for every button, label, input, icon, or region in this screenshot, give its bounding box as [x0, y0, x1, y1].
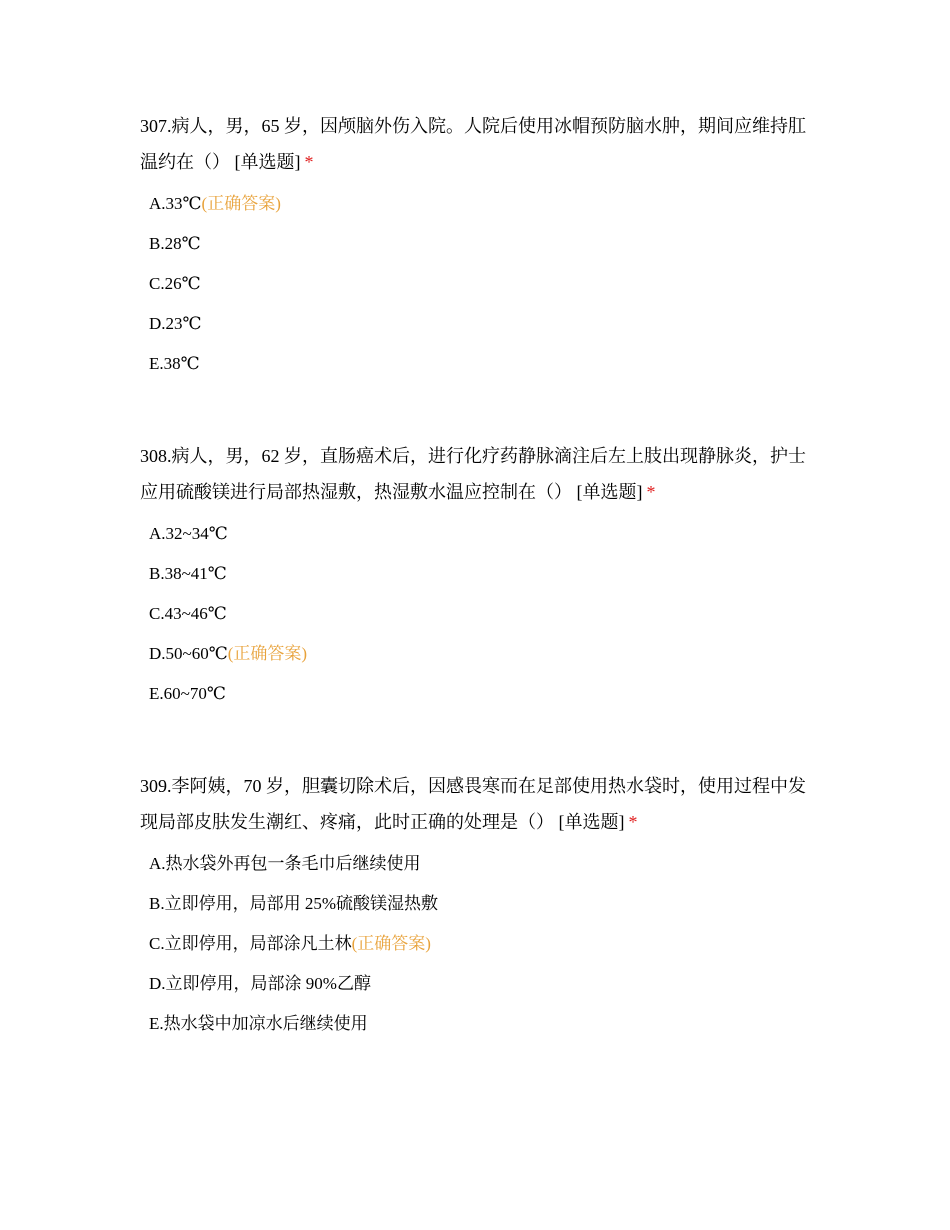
- option-text: A.33℃: [149, 194, 202, 213]
- option-a[interactable]: [149, 844, 820, 884]
- required-mark: *: [304, 152, 314, 172]
- option-list: [140, 514, 820, 714]
- option-text: B.28℃: [149, 234, 201, 253]
- option-e[interactable]: [149, 674, 820, 714]
- required-mark: *: [646, 482, 656, 502]
- option-e[interactable]: [149, 1004, 820, 1044]
- option-c[interactable]: [149, 264, 820, 304]
- question-308: [140, 438, 820, 714]
- option-text: B.立即停用，局部用 25%硫酸镁湿热敷: [149, 894, 438, 913]
- option-a[interactable]: [149, 514, 820, 554]
- option-text: E.60~70℃: [149, 684, 226, 703]
- option-b[interactable]: [149, 884, 820, 924]
- correct-answer-label: (正确答案): [351, 934, 431, 953]
- option-text: A.热水袋外再包一条毛巾后继续使用: [149, 854, 421, 873]
- question-sheet: [140, 108, 820, 1098]
- option-text: E.38℃: [149, 354, 200, 373]
- question-309: [140, 768, 820, 1044]
- option-list: [140, 844, 820, 1044]
- option-b[interactable]: [149, 224, 820, 264]
- option-d[interactable]: [149, 634, 820, 674]
- question-307: [140, 108, 820, 384]
- option-b[interactable]: [149, 554, 820, 594]
- option-text: D.23℃: [149, 314, 202, 333]
- option-c[interactable]: [149, 594, 820, 634]
- option-c[interactable]: [149, 924, 820, 964]
- question-stem: [140, 768, 820, 840]
- option-text: B.38~41℃: [149, 564, 227, 583]
- option-text: C.立即停用，局部涂凡土林: [149, 934, 352, 953]
- option-text: D.立即停用，局部涂 90%乙醇: [149, 974, 371, 993]
- question-stem-text: 308.病人，男，62 岁，直肠癌术后，进行化疗药静脉滴注后左上肢出现静脉炎，护士应用硫酸镁进行局部热湿敷，热湿敷水温应控制在（） [单选题]: [140, 446, 806, 502]
- required-mark: *: [628, 812, 638, 832]
- option-text: A.32~34℃: [149, 524, 228, 543]
- correct-answer-label: (正确答案): [227, 644, 308, 663]
- option-d[interactable]: [149, 304, 820, 344]
- question-stem: [140, 108, 820, 180]
- option-text: D.50~60℃: [149, 644, 228, 663]
- option-list: [140, 184, 820, 384]
- question-stem: [140, 438, 820, 510]
- option-text: E.热水袋中加凉水后继续使用: [149, 1014, 368, 1033]
- option-a[interactable]: [149, 184, 820, 224]
- question-stem-text: 307.病人，男，65 岁，因颅脑外伤入院。人院后使用冰帽预防脑水肿，期间应维持肛温约在（） [单选题]: [140, 116, 806, 172]
- option-e[interactable]: [149, 344, 820, 384]
- question-stem-text: 309.李阿姨，70 岁，胆囊切除术后，因感畏寒而在足部使用热水袋时，使用过程中发现局部皮肤发生潮红、疼痛，此时正确的处理是（） [单选题]: [140, 776, 806, 832]
- option-text: C.26℃: [149, 274, 201, 293]
- option-text: C.43~46℃: [149, 604, 227, 623]
- option-d[interactable]: [149, 964, 820, 1004]
- correct-answer-label: (正确答案): [201, 194, 281, 213]
